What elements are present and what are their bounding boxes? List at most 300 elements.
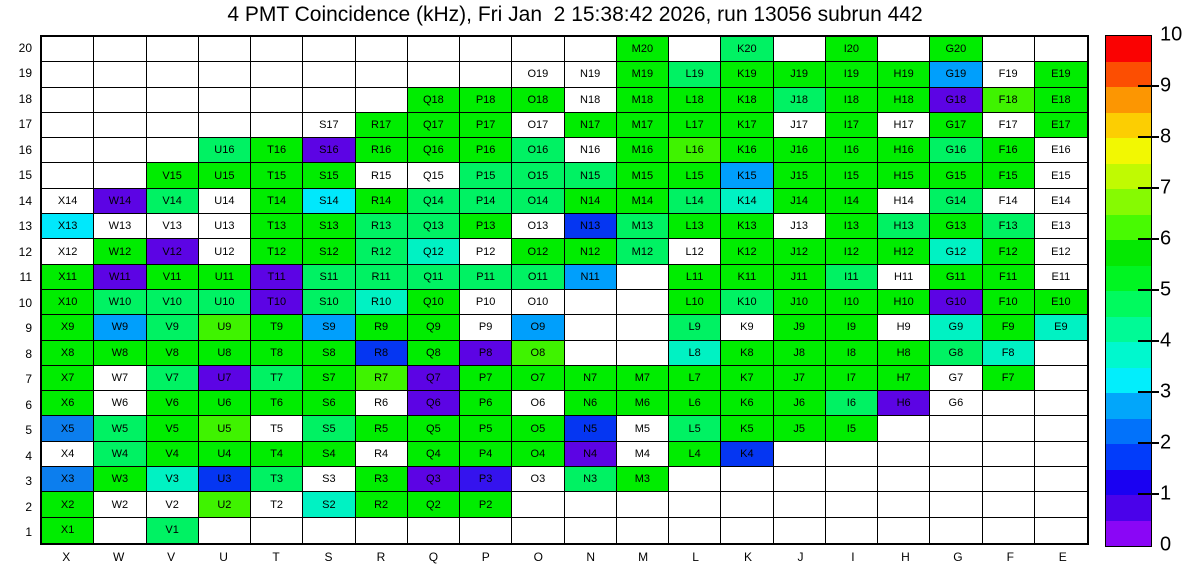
grid-cell: I17 [826,113,878,138]
grid-cell [878,37,930,62]
grid-cell: X12 [42,239,94,264]
colorbar-band [1106,317,1151,343]
colorbar-band [1106,36,1151,62]
grid-cell [930,492,982,517]
grid-cell [669,467,721,492]
grid-cell: O15 [512,163,564,188]
grid-cell: K13 [721,214,773,239]
grid-cell: N15 [565,163,617,188]
grid-cell [617,315,669,340]
grid-cell: K9 [721,315,773,340]
grid-cell: S10 [303,290,355,315]
y-axis-tick-label: 10 [18,295,32,310]
grid-cell: T12 [251,239,303,264]
grid-cell: E14 [1035,189,1087,214]
grid-cell: K12 [721,239,773,264]
grid-cell: F9 [983,315,1035,340]
grid-cell: P16 [460,138,512,163]
grid-cell: G14 [930,189,982,214]
grid-cell [512,492,564,517]
grid-cell [199,518,251,543]
grid-cell [303,37,355,62]
heatmap-grid [40,35,1089,545]
grid-cell: W4 [94,442,146,467]
grid-cell: M17 [617,113,669,138]
colorbar-tick [1138,340,1159,342]
grid-cell: O5 [512,416,564,441]
grid-cell: O18 [512,88,564,113]
grid-cell: V9 [147,315,199,340]
colorbar-tick-label: 6 [1160,227,1172,250]
grid-cell: P15 [460,163,512,188]
grid-cell: H10 [878,290,930,315]
grid-cell [774,442,826,467]
colorbar-band [1106,495,1151,521]
grid-cell [669,518,721,543]
grid-cell [460,37,512,62]
grid-cell: L4 [669,442,721,467]
grid-cell [199,113,251,138]
grid-cell: X3 [42,467,94,492]
grid-cell: S14 [303,189,355,214]
colorbar-tick [1138,187,1159,189]
grid-cell: R17 [356,113,408,138]
grid-cell: K8 [721,341,773,366]
grid-cell: N19 [565,62,617,87]
grid-cell: V3 [147,467,199,492]
grid-cell: K16 [721,138,773,163]
grid-cell [1035,416,1087,441]
grid-cell [878,518,930,543]
grid-cell: J17 [774,113,826,138]
grid-cell: S5 [303,416,355,441]
grid-cell: I6 [826,391,878,416]
grid-cell: K19 [721,62,773,87]
colorbar-tick-label: 2 [1160,431,1172,454]
grid-cell: R7 [356,366,408,391]
grid-cell: E17 [1035,113,1087,138]
x-axis-tick-label: Q [428,550,439,564]
grid-cell: X6 [42,391,94,416]
x-axis-tick-label: T [272,550,280,564]
grid-cell: M16 [617,138,669,163]
grid-cell: M3 [617,467,669,492]
grid-cell: U16 [199,138,251,163]
colorbar-tick-label: 9 [1160,74,1172,97]
grid-cell: I11 [826,265,878,290]
grid-cell [460,62,512,87]
grid-cell: F13 [983,214,1035,239]
grid-cell: F17 [983,113,1035,138]
grid-cell: R8 [356,341,408,366]
grid-cell: J6 [774,391,826,416]
y-axis-tick-label: 9 [25,321,32,336]
x-axis-tick-label: E [1058,550,1067,564]
grid-cell: P5 [460,416,512,441]
colorbar-band [1106,164,1151,190]
grid-cell: Q18 [408,88,460,113]
colorbar-band [1106,189,1151,215]
grid-cell: R11 [356,265,408,290]
grid-cell: G6 [930,391,982,416]
colorbar-band [1106,266,1151,292]
grid-cell: H16 [878,138,930,163]
grid-cell [199,62,251,87]
grid-cell: W7 [94,366,146,391]
grid-cell: H18 [878,88,930,113]
grid-cell: Q4 [408,442,460,467]
colorbar-band [1106,87,1151,113]
grid-cell: N16 [565,138,617,163]
grid-cell [460,518,512,543]
x-axis-tick-label: I [851,550,855,564]
x-axis-tick-label: V [167,550,176,564]
grid-cell: M12 [617,239,669,264]
grid-cell: U10 [199,290,251,315]
grid-cell [251,62,303,87]
grid-cell: N4 [565,442,617,467]
y-axis-tick-label: 3 [25,474,32,489]
grid-cell [42,113,94,138]
grid-cell: O11 [512,265,564,290]
grid-cell [512,518,564,543]
grid-cell: R10 [356,290,408,315]
grid-cell: K11 [721,265,773,290]
grid-cell: E10 [1035,290,1087,315]
grid-cell [983,391,1035,416]
grid-cell: F12 [983,239,1035,264]
grid-cell: T9 [251,315,303,340]
grid-cell [42,88,94,113]
grid-cell [617,290,669,315]
grid-cell [721,492,773,517]
grid-cell [512,37,564,62]
colorbar-band [1106,291,1151,317]
grid-cell [1035,442,1087,467]
grid-cell: V11 [147,265,199,290]
grid-cell: H8 [878,341,930,366]
grid-cell: P3 [460,467,512,492]
grid-cell: J5 [774,416,826,441]
grid-cell: I13 [826,214,878,239]
grid-cell: U7 [199,366,251,391]
x-axis-tick-label: X [62,550,71,564]
grid-cell [774,37,826,62]
grid-cell: I7 [826,366,878,391]
grid-cell: I18 [826,88,878,113]
grid-cell: G11 [930,265,982,290]
grid-cell: E12 [1035,239,1087,264]
colorbar-band [1106,393,1151,419]
grid-cell: E11 [1035,265,1087,290]
grid-cell: H12 [878,239,930,264]
grid-cell [983,467,1035,492]
grid-cell [721,518,773,543]
grid-cell: J16 [774,138,826,163]
colorbar-tick [1138,493,1159,495]
grid-cell: H17 [878,113,930,138]
grid-cell: L8 [669,341,721,366]
grid-cell: Q17 [408,113,460,138]
grid-cell: F7 [983,366,1035,391]
grid-cell [94,138,146,163]
grid-cell: O17 [512,113,564,138]
grid-cell: X7 [42,366,94,391]
grid-cell: M15 [617,163,669,188]
grid-cell: U2 [199,492,251,517]
grid-cell: G15 [930,163,982,188]
grid-cell: T13 [251,214,303,239]
grid-cell: W11 [94,265,146,290]
grid-cell: L9 [669,315,721,340]
grid-cell: N18 [565,88,617,113]
grid-cell: F10 [983,290,1035,315]
grid-cell: R14 [356,189,408,214]
grid-cell: V10 [147,290,199,315]
grid-cell: K5 [721,416,773,441]
grid-cell: G12 [930,239,982,264]
grid-cell: M13 [617,214,669,239]
grid-cell: W6 [94,391,146,416]
x-axis-tick-label: H [901,550,910,564]
grid-cell: P2 [460,492,512,517]
x-axis-tick-label: O [533,550,543,564]
x-axis-tick-label: K [744,550,753,564]
grid-cell: K20 [721,37,773,62]
grid-cell: K10 [721,290,773,315]
grid-cell: F11 [983,265,1035,290]
grid-cell: P8 [460,341,512,366]
colorbar-band [1106,215,1151,241]
grid-cell [147,37,199,62]
colorbar-band [1106,138,1151,164]
grid-cell: W2 [94,492,146,517]
grid-cell [930,416,982,441]
grid-cell: H14 [878,189,930,214]
grid-cell: T11 [251,265,303,290]
colorbar-band [1106,240,1151,266]
grid-cell: M5 [617,416,669,441]
grid-cell [147,138,199,163]
grid-cell: U15 [199,163,251,188]
x-axis-tick-label: J [797,550,804,564]
grid-cell: U12 [199,239,251,264]
y-axis-tick-label: 11 [19,270,32,285]
colorbar-tick-label: 4 [1160,329,1172,352]
y-axis-tick-label: 18 [18,91,32,106]
grid-cell: O14 [512,189,564,214]
grid-cell [408,37,460,62]
grid-cell: J14 [774,189,826,214]
grid-cell: L12 [669,239,721,264]
x-axis-tick-label: F [1006,550,1014,564]
grid-cell: X10 [42,290,94,315]
grid-cell [1035,366,1087,391]
grid-cell [42,138,94,163]
colorbar-band [1106,444,1151,470]
grid-cell: T4 [251,442,303,467]
grid-cell: O9 [512,315,564,340]
grid-cell [826,492,878,517]
grid-cell: H9 [878,315,930,340]
grid-cell [930,467,982,492]
grid-cell: I19 [826,62,878,87]
grid-cell: F14 [983,189,1035,214]
grid-cell: Q5 [408,416,460,441]
grid-cell: G10 [930,290,982,315]
grid-cell: G20 [930,37,982,62]
grid-cell [617,341,669,366]
x-axis-tick-label: G [953,550,963,564]
grid-cell: M14 [617,189,669,214]
grid-cell: L6 [669,391,721,416]
grid-cell [565,315,617,340]
grid-cell [147,113,199,138]
grid-cell: T8 [251,341,303,366]
grid-cell: P7 [460,366,512,391]
grid-cell [199,88,251,113]
grid-cell: Q2 [408,492,460,517]
grid-cell [251,518,303,543]
grid-cell [774,467,826,492]
y-axis-tick-label: 7 [25,372,32,387]
grid-cell: L16 [669,138,721,163]
grid-cell: V12 [147,239,199,264]
grid-cell [42,37,94,62]
grid-cell: M4 [617,442,669,467]
grid-cell: E16 [1035,138,1087,163]
grid-cell: S2 [303,492,355,517]
grid-cell: W14 [94,189,146,214]
colorbar-band [1106,62,1151,88]
colorbar-tick [1138,238,1159,240]
grid-cell: O4 [512,442,564,467]
grid-cell: G7 [930,366,982,391]
grid-cell [356,62,408,87]
colorbar-tick-label: 3 [1160,380,1172,403]
grid-cell [826,467,878,492]
grid-cell: I9 [826,315,878,340]
grid-cell [617,492,669,517]
grid-cell [1035,37,1087,62]
grid-cell: R3 [356,467,408,492]
grid-cell [983,416,1035,441]
grid-cell [878,492,930,517]
grid-cell: V5 [147,416,199,441]
grid-cell [565,341,617,366]
grid-cell: U3 [199,467,251,492]
grid-cell: P17 [460,113,512,138]
grid-cell: U8 [199,341,251,366]
grid-cell [565,492,617,517]
grid-cell: L5 [669,416,721,441]
grid-cell: P6 [460,391,512,416]
grid-cell: H19 [878,62,930,87]
grid-cell: V13 [147,214,199,239]
grid-cell: O19 [512,62,564,87]
grid-cell [983,442,1035,467]
grid-cell: E9 [1035,315,1087,340]
grid-cell: F19 [983,62,1035,87]
grid-cell: J18 [774,88,826,113]
grid-cell: T16 [251,138,303,163]
grid-cell: O3 [512,467,564,492]
grid-cell: J13 [774,214,826,239]
grid-cell: L10 [669,290,721,315]
grid-cell [408,518,460,543]
grid-cell: O6 [512,391,564,416]
grid-cell [983,518,1035,543]
grid-cell: Q7 [408,366,460,391]
grid-cell: N13 [565,214,617,239]
grid-cell [565,518,617,543]
grid-cell: H6 [878,391,930,416]
grid-cell [94,62,146,87]
colorbar-tick-label: 0 [1160,533,1172,556]
grid-cell: L19 [669,62,721,87]
grid-cell: M7 [617,366,669,391]
y-axis-tick-label: 20 [18,40,32,55]
grid-cell [1035,467,1087,492]
grid-cell: X14 [42,189,94,214]
grid-cell: N17 [565,113,617,138]
grid-cell [147,62,199,87]
grid-cell: K14 [721,189,773,214]
grid-cell: S16 [303,138,355,163]
grid-cell: S4 [303,442,355,467]
grid-cell: L11 [669,265,721,290]
grid-cell: R16 [356,138,408,163]
y-axis-tick-label: 4 [25,448,32,463]
grid-cell: X4 [42,442,94,467]
grid-cell: O16 [512,138,564,163]
grid-cell [356,88,408,113]
grid-cell: F8 [983,341,1035,366]
grid-cell: J7 [774,366,826,391]
grid-cell [1035,492,1087,517]
grid-cell: T7 [251,366,303,391]
grid-cell [408,62,460,87]
grid-cell: G18 [930,88,982,113]
grid-cell: S8 [303,341,355,366]
grid-cell [983,37,1035,62]
grid-cell: K17 [721,113,773,138]
grid-cell: F16 [983,138,1035,163]
grid-cell [303,88,355,113]
grid-cell: V6 [147,391,199,416]
grid-cell: L14 [669,189,721,214]
grid-cell: Q12 [408,239,460,264]
grid-cell: I15 [826,163,878,188]
colorbar-tick-label: 8 [1160,125,1172,148]
grid-cell: G8 [930,341,982,366]
x-axis-tick-label: S [324,550,333,564]
grid-cell: N12 [565,239,617,264]
grid-cell: V8 [147,341,199,366]
grid-cell [826,442,878,467]
grid-cell: S7 [303,366,355,391]
grid-cell [1035,341,1087,366]
grid-cell: U6 [199,391,251,416]
grid-cell: W9 [94,315,146,340]
grid-cell [878,442,930,467]
grid-cell: H11 [878,265,930,290]
x-axis-tick-label: W [113,550,125,564]
grid-cell: S9 [303,315,355,340]
y-axis-tick-label: 14 [18,193,32,208]
grid-cell: U9 [199,315,251,340]
grid-cell [669,37,721,62]
